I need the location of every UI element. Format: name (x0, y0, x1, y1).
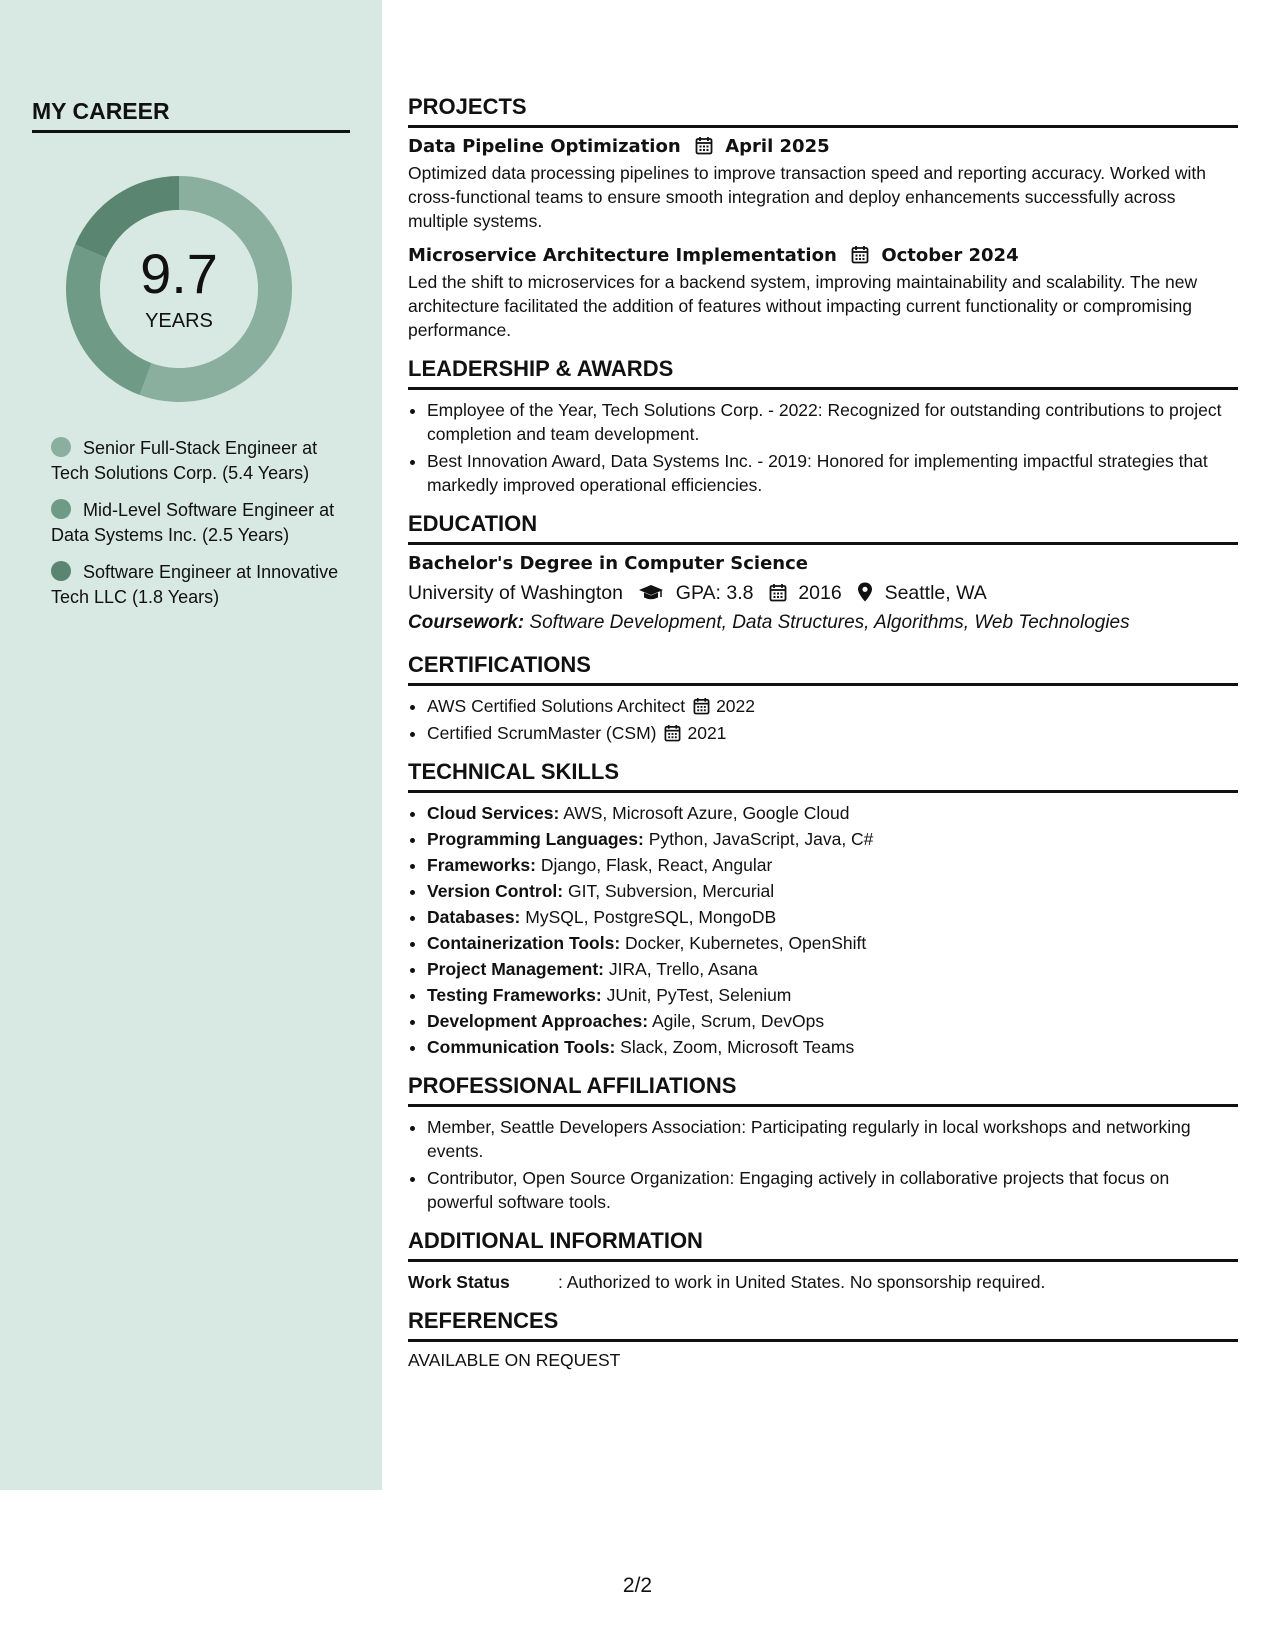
education-section (408, 511, 1238, 638)
cert-year: 2021 (687, 723, 727, 743)
calendar-icon (693, 697, 710, 715)
affiliations-list (408, 1115, 1238, 1214)
project-name: Data Pipeline Optimization (408, 136, 681, 157)
career-list (51, 436, 341, 622)
skill-label: Project Management: (427, 959, 604, 979)
main-content (408, 94, 1238, 1385)
education-details (408, 578, 1238, 608)
legend-dot-icon (51, 437, 71, 457)
references-text: AVAILABLE ON REQUEST (408, 1350, 621, 1370)
cert-year: 2022 (716, 696, 756, 716)
skill-item (427, 879, 1238, 903)
page-number: 2/2 (622, 1574, 653, 1597)
skill-item (427, 827, 1238, 851)
coursework-label: Coursework: (408, 612, 525, 633)
degree: Bachelor's Degree in Computer Science (408, 553, 808, 574)
skill-item (427, 905, 1238, 929)
coursework (408, 608, 1238, 638)
career-item-text: Senior Full-Stack Engineer at Tech Solutions Corp. (5.4 Years) (51, 438, 318, 483)
skill-item (427, 957, 1238, 981)
certifications-title: CERTIFICATIONS (408, 652, 1238, 686)
education-title: EDUCATION (408, 511, 1238, 545)
additional-section (408, 1228, 1238, 1294)
list-item: • Employee of the Year, Tech Solutions Corp. - 2022: Recognized for outstanding contributions to project completion and team development. (427, 398, 1238, 446)
certifications-section (408, 652, 1238, 745)
work-status-label: Work Status (408, 1272, 510, 1292)
career-item (51, 498, 341, 548)
skill-label: Databases: (427, 907, 521, 927)
skill-item (427, 853, 1238, 877)
references-title: REFERENCES (408, 1308, 1238, 1342)
skills-list (408, 801, 1238, 1059)
project-description: Led the shift to microservices for a backend system, improving maintainability and scalability. The new architecture facilitated the addition of features without impacting current functionality or compromising performance. (408, 272, 1198, 340)
calendar-icon (664, 724, 681, 742)
skill-value: MySQL, PostgreSQL, MongoDB (525, 907, 777, 927)
list-item: • Member, Seattle Developers Association: Participating regularly in local workshops and networking events. (427, 1115, 1238, 1163)
leadership-title: LEADERSHIP & AWARDS (408, 356, 1238, 390)
career-donut-chart (66, 176, 292, 402)
skill-item (427, 801, 1238, 825)
calendar-icon (851, 245, 869, 264)
coursework-list: Software Development, Data Structures, Algorithms, Web Technologies (529, 612, 1130, 633)
projects-section (408, 94, 1238, 342)
skill-label: Development Approaches: (427, 1011, 649, 1031)
work-status-value: : Authorized to work in United States. No sponsorship required. (558, 1272, 1046, 1292)
skill-item (427, 1009, 1238, 1033)
skill-value: JIRA, Trello, Asana (608, 959, 758, 979)
skill-value: Agile, Scrum, DevOps (651, 1011, 825, 1031)
career-years-label: YEARS (145, 310, 213, 332)
location-pin-icon (857, 582, 873, 602)
skill-item (427, 983, 1238, 1007)
career-total-years: 9.7 (140, 242, 218, 305)
affiliations-section (408, 1073, 1238, 1214)
career-item-text: Software Engineer at Innovative Tech LLC (1.8 Years) (51, 562, 339, 607)
skill-value: AWS, Microsoft Azure, Google Cloud (563, 803, 850, 823)
project-heading (408, 245, 1238, 266)
skill-label: Testing Frameworks: (427, 985, 602, 1005)
legend-dot-icon (51, 561, 71, 581)
graduation-year: 2016 (798, 582, 842, 604)
skill-label: Version Control: (427, 881, 564, 901)
calendar-icon (769, 583, 787, 602)
skills-title: TECHNICAL SKILLS (408, 759, 1238, 793)
skill-value: Python, JavaScript, Java, C# (648, 829, 874, 849)
career-title: MY CAREER (32, 98, 350, 133)
sidebar (0, 0, 382, 1490)
affiliations-title: PROFESSIONAL AFFILIATIONS (408, 1073, 1238, 1107)
skill-label: Frameworks: (427, 855, 536, 875)
legend-dot-icon (51, 499, 71, 519)
skill-label: Containerization Tools: (427, 933, 621, 953)
cert-name: Certified ScrumMaster (CSM) (427, 723, 657, 743)
work-status-row (408, 1270, 1238, 1294)
certifications-list (408, 694, 1238, 745)
references-section (408, 1308, 1238, 1371)
skill-value: Slack, Zoom, Microsoft Teams (620, 1037, 855, 1057)
skill-value: GIT, Subversion, Mercurial (568, 881, 775, 901)
skill-value: Docker, Kubernetes, OpenShift (625, 933, 867, 953)
school-name: University of Washington (408, 582, 623, 604)
skill-value: Django, Flask, React, Angular (540, 855, 773, 875)
list-item: • Contributor, Open Source Organization: Engaging actively in collaborative projects that focus on powerful software tools. (427, 1166, 1238, 1214)
school-location: Seattle, WA (884, 582, 987, 604)
calendar-icon (695, 136, 713, 155)
graduation-cap-icon (638, 584, 664, 602)
skill-label: Cloud Services: (427, 803, 560, 823)
career-item (51, 560, 341, 610)
skill-label: Communication Tools: (427, 1037, 616, 1057)
leadership-list (408, 398, 1238, 497)
career-item (51, 436, 341, 486)
project-date: April 2025 (725, 136, 830, 157)
project-name: Microservice Architecture Implementation (408, 245, 837, 266)
list-item (427, 694, 1238, 718)
skill-label: Programming Languages: (427, 829, 644, 849)
skill-item (427, 1035, 1238, 1059)
skill-value: JUnit, PyTest, Selenium (606, 985, 792, 1005)
additional-title: ADDITIONAL INFORMATION (408, 1228, 1238, 1262)
list-item: • Best Innovation Award, Data Systems Inc. - 2019: Honored for implementing impactful strategies that markedly improved operational efficiencies. (427, 449, 1238, 497)
project-heading (408, 136, 1238, 157)
skills-section (408, 759, 1238, 1059)
list-item (427, 721, 1238, 745)
career-item-text: Mid-Level Software Engineer at Data Systems Inc. (2.5 Years) (51, 500, 335, 545)
leadership-section (408, 356, 1238, 497)
projects-title: PROJECTS (408, 94, 1238, 128)
project-description: Optimized data processing pipelines to improve transaction speed and reporting accuracy. Worked with cross-functional teams to ensure smooth integration and deploy enhancements successfully across multiple systems. (408, 163, 1206, 231)
cert-name: AWS Certified Solutions Architect (427, 696, 686, 716)
skill-item (427, 931, 1238, 955)
project-date: October 2024 (881, 245, 1019, 266)
gpa: GPA: 3.8 (675, 582, 754, 604)
